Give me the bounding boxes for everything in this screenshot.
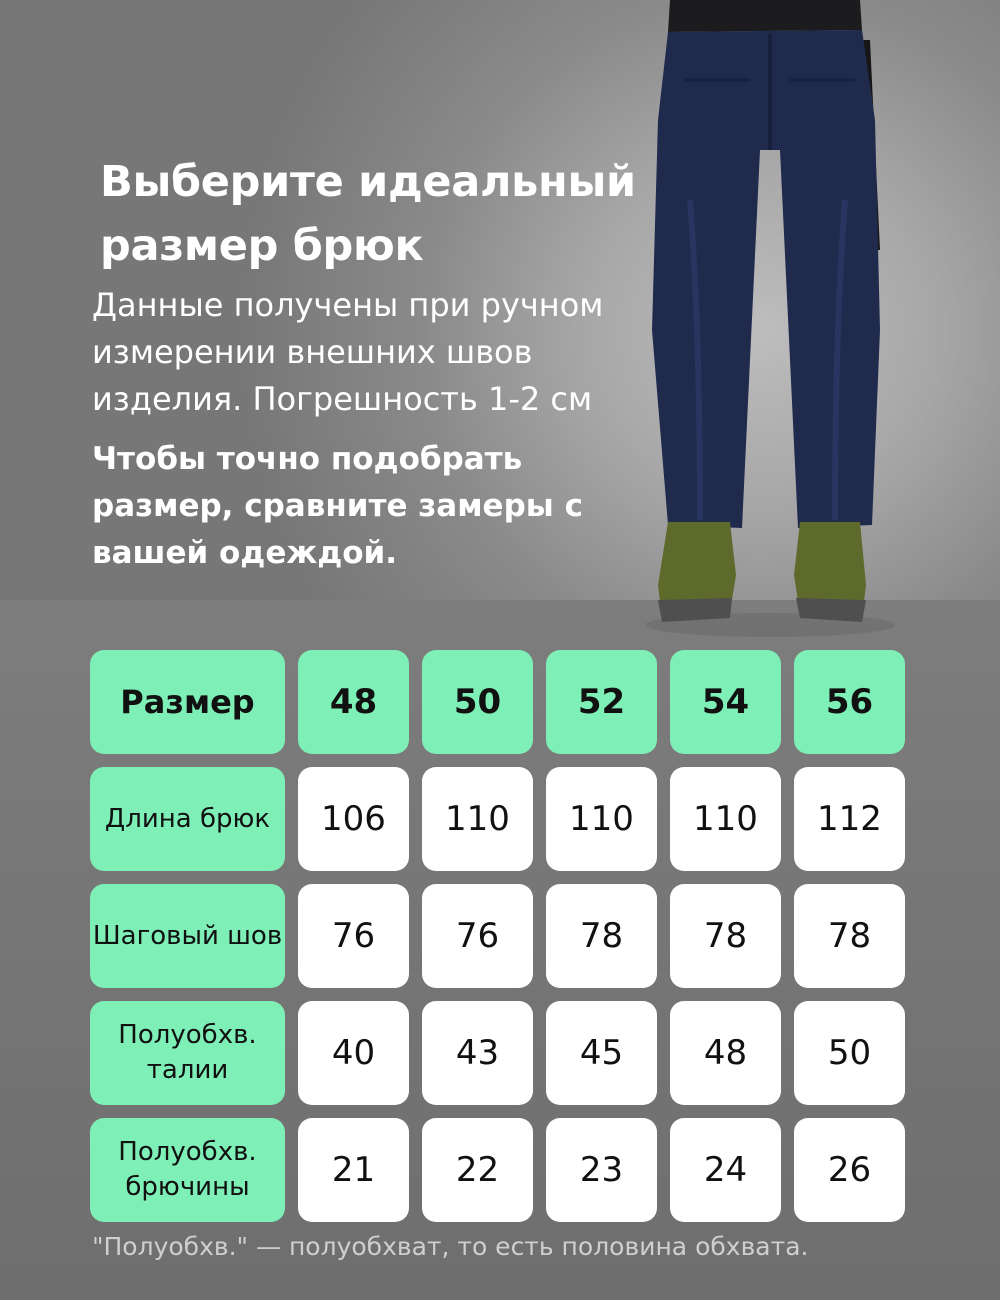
- table-cell: 78: [794, 884, 905, 988]
- table-row-leg: [90, 1118, 905, 1222]
- table-cell: 78: [670, 884, 781, 988]
- size-56: 56: [794, 650, 905, 754]
- table-cell: 43: [422, 1001, 533, 1105]
- table-cell: 23: [546, 1118, 657, 1222]
- trousers-product-photo: [630, 0, 910, 640]
- table-cell: 106: [298, 767, 409, 871]
- abbreviation-footnote: "Полуобхв." — полуобхват, то есть половина обхвата.: [92, 1232, 809, 1261]
- table-cell: 24: [670, 1118, 781, 1222]
- table-cell: 48: [670, 1001, 781, 1105]
- table-cell: 22: [422, 1118, 533, 1222]
- size-52: 52: [546, 650, 657, 754]
- size-48: 48: [298, 650, 409, 754]
- row-label: Полуобхв. талии: [90, 1001, 285, 1105]
- row-label: Шаговый шов: [90, 884, 285, 988]
- size-54: 54: [670, 650, 781, 754]
- table-row-waist: [90, 1001, 905, 1105]
- headline: Выберите идеальный размер брюк: [100, 157, 636, 271]
- row-label: Полуобхв. брючины: [90, 1118, 285, 1222]
- row-label: Длина брюк: [90, 767, 285, 871]
- table-cell: 76: [298, 884, 409, 988]
- table-cell: 78: [546, 884, 657, 988]
- table-cell: 40: [298, 1001, 409, 1105]
- table-cell: 110: [546, 767, 657, 871]
- size-table: [90, 650, 905, 1235]
- table-cell: 112: [794, 767, 905, 871]
- table-cell: 45: [546, 1001, 657, 1105]
- table-cell: 110: [670, 767, 781, 871]
- table-cell: 26: [794, 1118, 905, 1222]
- size-50: 50: [422, 650, 533, 754]
- fit-advice: Чтобы точно подобрать размер, сравните замеры с вашей одеждой.: [92, 441, 583, 571]
- size-table-header-row: [90, 650, 905, 754]
- header-label: Размер: [90, 650, 285, 754]
- table-cell: 21: [298, 1118, 409, 1222]
- table-row-inseam: [90, 884, 905, 988]
- table-cell: 110: [422, 767, 533, 871]
- table-cell: 50: [794, 1001, 905, 1105]
- measurement-note: Данные получены при ручном измерении внешних швов изделия. Погрешность 1-2 см: [92, 286, 604, 418]
- table-cell: 76: [422, 884, 533, 988]
- table-row-length: [90, 767, 905, 871]
